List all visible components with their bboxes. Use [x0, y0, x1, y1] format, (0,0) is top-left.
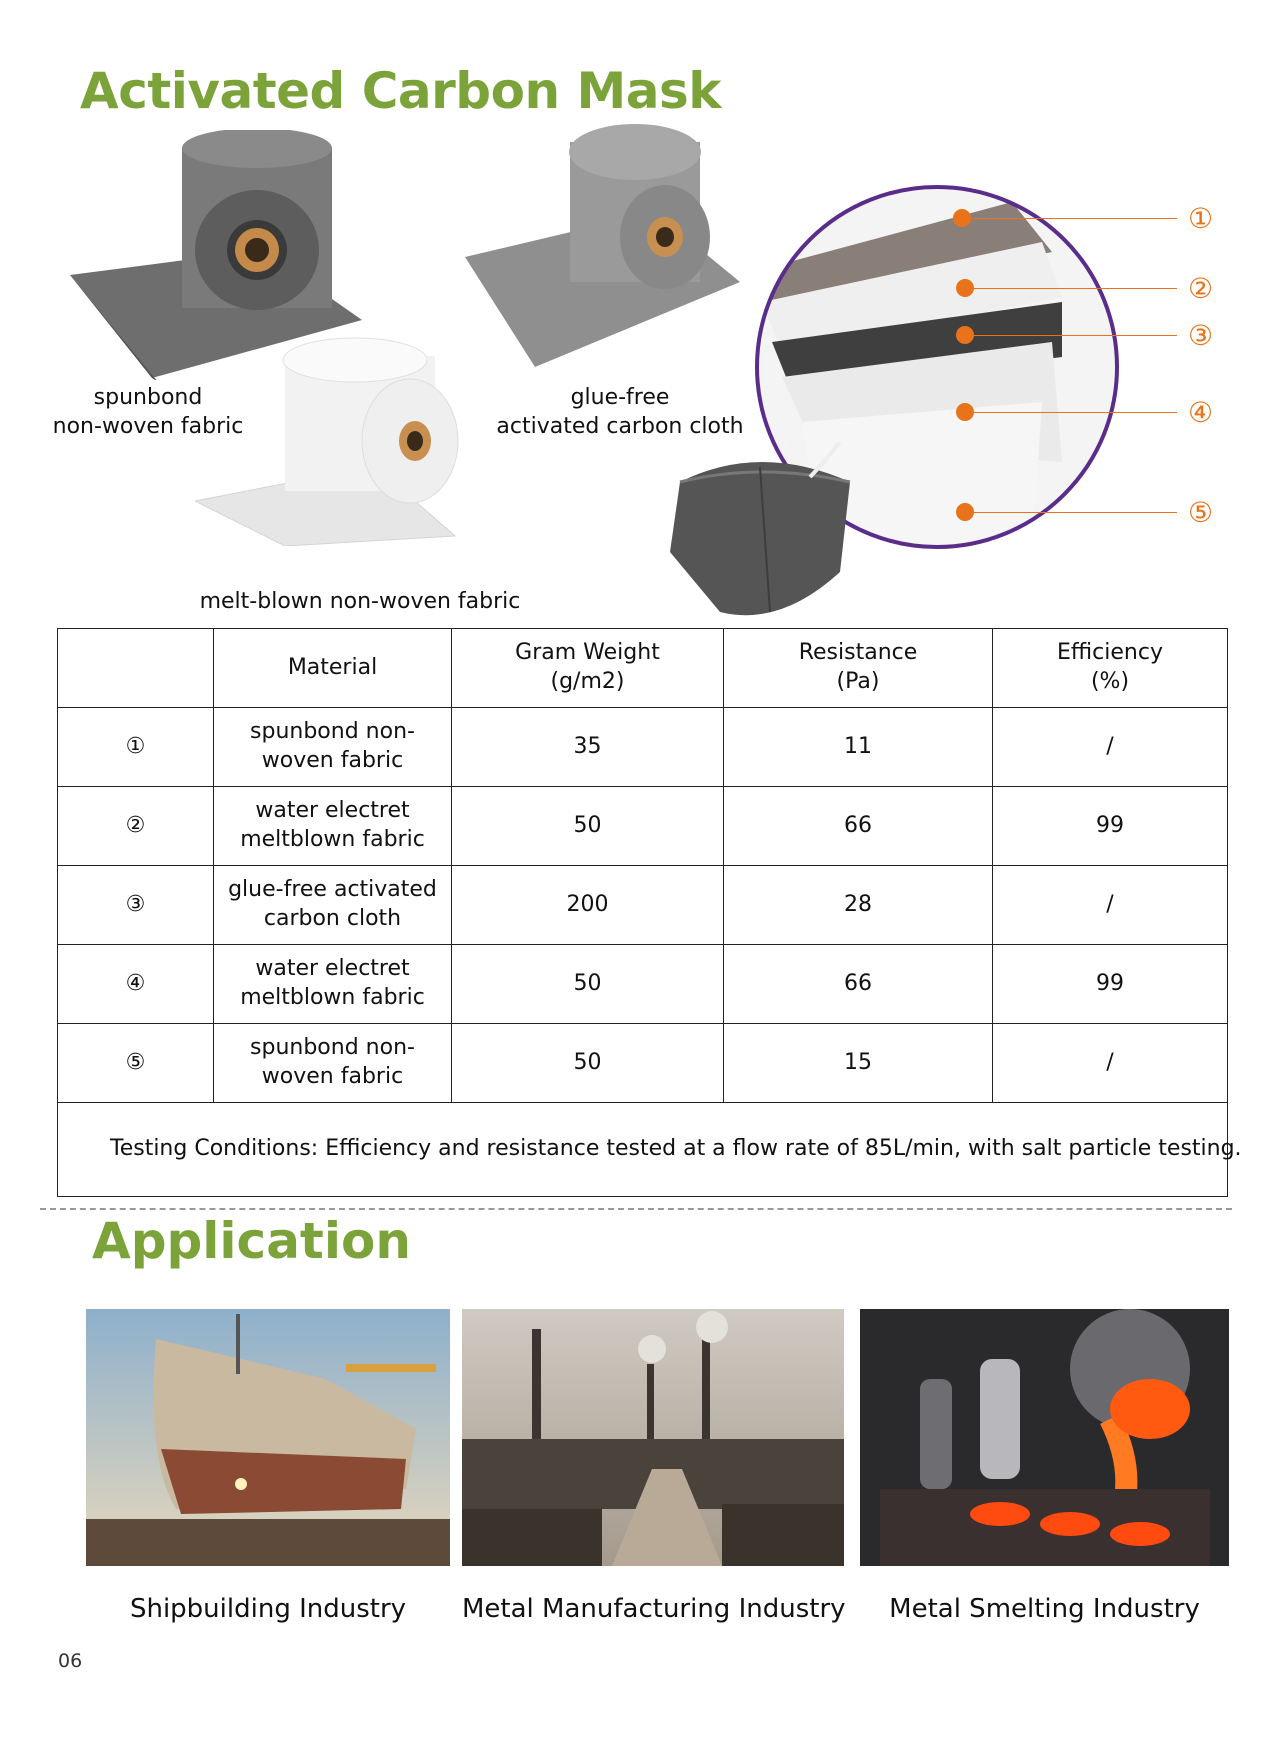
row-material — [214, 787, 452, 866]
metal-manufacturing-photo — [462, 1309, 844, 1566]
caption-line: spunbond — [93, 385, 203, 410]
header-efficiency — [993, 629, 1228, 708]
leader-line-1 — [962, 218, 1177, 219]
layer-label-2: ② — [1188, 272, 1214, 305]
layer-label-4: ④ — [1188, 396, 1214, 429]
metal-manufacturing-caption: Metal Manufacturing Industry — [462, 1594, 846, 1624]
row-resistance: 11 — [724, 708, 993, 787]
row-material — [214, 945, 452, 1024]
row-index: ① — [58, 708, 214, 787]
header-line: Gram Weight — [515, 640, 660, 666]
row-gram-weight: 50 — [452, 1024, 724, 1103]
shipbuilding-caption: Shipbuilding Industry — [129, 1594, 407, 1624]
page-number: 06 — [58, 1650, 83, 1672]
table-row — [58, 787, 1228, 866]
row-index: ② — [58, 787, 214, 866]
row-material — [214, 1024, 452, 1103]
carbon-cloth-roll-image — [465, 122, 745, 372]
application-title: Application — [92, 1212, 411, 1270]
row-efficiency: 99 — [993, 945, 1228, 1024]
row-efficiency: / — [993, 708, 1228, 787]
testing-conditions-note: Testing Conditions: Efficiency and resistance tested at a flow rate of 85L/min, with salt particle testing. — [58, 1103, 1228, 1197]
table-footer-row — [58, 1103, 1228, 1197]
header-line: (g/m2) — [550, 669, 625, 694]
leader-line-2 — [965, 288, 1177, 289]
row-efficiency: / — [993, 866, 1228, 945]
row-resistance: 28 — [724, 866, 993, 945]
section-divider — [40, 1208, 1232, 1210]
specification-table — [57, 628, 1242, 1197]
material-line: meltblown fabric — [240, 827, 425, 852]
leader-line-5 — [965, 512, 1177, 513]
material-line: glue-free activated — [228, 877, 437, 903]
header-resistance — [724, 629, 993, 708]
row-gram-weight: 35 — [452, 708, 724, 787]
row-gram-weight: 50 — [452, 787, 724, 866]
row-resistance: 66 — [724, 787, 993, 866]
header-line: (Pa) — [836, 669, 880, 694]
header-line: Efficiency — [1057, 640, 1163, 666]
caption-line: glue-free — [570, 385, 670, 410]
carbon-cloth-caption — [495, 384, 745, 441]
row-gram-weight: 200 — [452, 866, 724, 945]
meltblown-roll-image — [195, 336, 485, 546]
header-line: Resistance — [798, 640, 918, 666]
table-row — [58, 866, 1228, 945]
row-gram-weight: 50 — [452, 945, 724, 1024]
header-line: (%) — [1090, 669, 1130, 694]
row-resistance: 66 — [724, 945, 993, 1024]
layer-label-5: ⑤ — [1188, 496, 1214, 529]
material-line: spunbond non- — [250, 1035, 415, 1061]
leader-line-3 — [965, 335, 1177, 336]
material-line: spunbond non- — [250, 719, 415, 745]
header-gram-weight — [452, 629, 724, 708]
header-material: Material — [214, 629, 452, 708]
layer-label-3: ③ — [1188, 319, 1214, 352]
row-material — [214, 708, 452, 787]
meltblown-caption: melt-blown non-woven fabric — [199, 589, 521, 614]
shipbuilding-photo — [86, 1309, 450, 1566]
header-index — [58, 629, 214, 708]
leader-line-4 — [965, 412, 1177, 413]
mask-image — [660, 442, 860, 627]
row-efficiency: 99 — [993, 787, 1228, 866]
row-resistance: 15 — [724, 1024, 993, 1103]
row-index: ⑤ — [58, 1024, 214, 1103]
material-line: meltblown fabric — [240, 985, 425, 1010]
table-row — [58, 945, 1228, 1024]
table-row — [58, 1024, 1228, 1103]
page-title: Activated Carbon Mask — [80, 62, 721, 120]
material-line: woven fabric — [261, 1064, 404, 1089]
row-efficiency: / — [993, 1024, 1228, 1103]
material-line: water electret — [255, 798, 410, 824]
material-line: carbon cloth — [263, 906, 402, 931]
table-header-row — [58, 629, 1228, 708]
metal-smelting-photo — [860, 1309, 1229, 1566]
metal-smelting-caption: Metal Smelting Industry — [889, 1594, 1200, 1624]
table-row — [58, 708, 1228, 787]
row-material — [214, 866, 452, 945]
row-index: ③ — [58, 866, 214, 945]
caption-line: activated carbon cloth — [496, 413, 744, 439]
layer-label-1: ① — [1188, 202, 1214, 235]
material-line: woven fabric — [261, 748, 404, 773]
row-index: ④ — [58, 945, 214, 1024]
caption-line: non-woven fabric — [52, 413, 244, 439]
material-line: water electret — [255, 956, 410, 982]
